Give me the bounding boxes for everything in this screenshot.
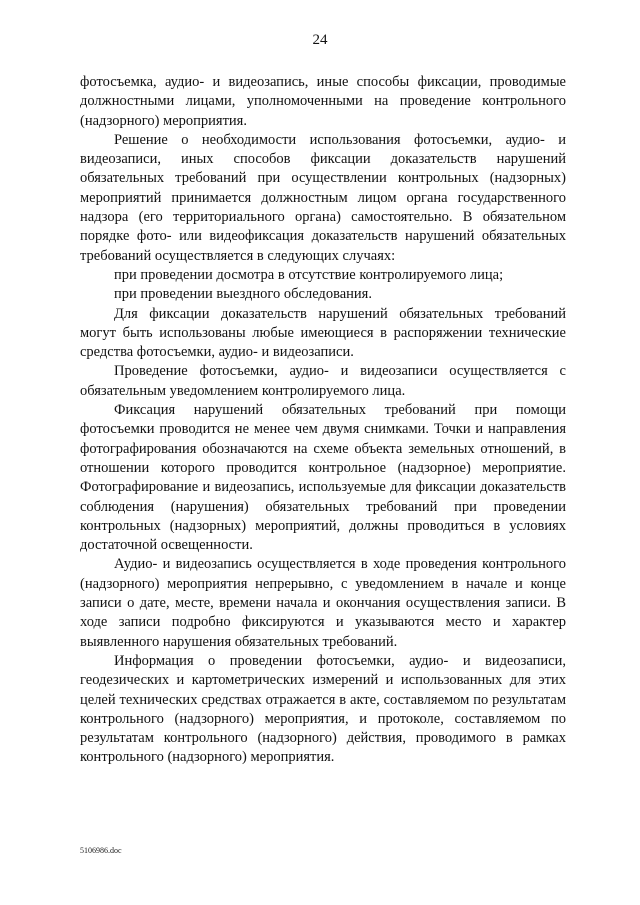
footer-file-name: 5106986.doc xyxy=(80,846,122,855)
paragraph-3: при проведении досмотра в отсутствие контролируемого лица; xyxy=(114,266,504,283)
paragraph-5: Для фиксации доказательств нарушений обязательных требований могут быть использованы любые имеющиеся в распоряжении технические средства фотосъемки, аудио- и видеозаписи. xyxy=(80,305,566,361)
paragraph-2: Решение о необходимости использования фотосъемки, аудио- и видеозаписи, иных способов фиксации доказательств нарушений обязательных требований при осуществлении контрольных (надзорных) мероприятий принимается должностным лицом органа государственного надзора (его территориального органа) самостоятельно. В обязательном порядке фото- или видеофиксация доказательств нарушений обязательных требований осуществляется в следующих случаях: xyxy=(80,131,566,264)
page-number: 24 xyxy=(312,32,328,48)
paragraph-9: Информация о проведении фотосъемки, аудио- и видеозаписи, геодезических и картометрических измерений и использованных для этих целей технических средствах отражается в акте, составляемом по результатам контрольного (надзорного) мероприятия, и протоколе, составляемом по результатам контрольного (надзорного) действия, проводимого в рамках контрольного (надзорного) мероприятия. xyxy=(80,652,566,766)
paragraph-8: Аудио- и видеозапись осуществляется в ходе проведения контрольного (надзорного) мероприятия непрерывно, с уведомлением в начале и конце записи о дате, месте, времени начала и окончания осуществления записи. В ходе записи подробно фиксируются и указываются место и характер выявленного нарушения обязательных требований. xyxy=(80,556,566,650)
document-body xyxy=(80,73,566,768)
paragraph-4: при проведении выездного обследования. xyxy=(114,286,372,303)
paragraph-1: фотосъемка, аудио- и видеозапись, иные способы фиксации, проводимые должностными лицами, уполномоченными на проведение контрольного (надзорного) мероприятия. xyxy=(80,74,566,129)
paragraph-7: Фиксация нарушений обязательных требований при помощи фотосъемки проводится не менее чем двумя снимками. Точки и направления фотографирования обозначаются на схеме объекта земельных отношений, в отношении которого проводится контрольное (надзорное) мероприятие. Фотографирование и видеозапись, используемые для фиксации доказательств соблюдения (нарушения) обязательных требований при проведении контрольных (надзорных) мероприятий, должны проводиться в условиях достаточной освещенности. xyxy=(80,402,566,554)
paragraph-6: Проведение фотосъемки, аудио- и видеозаписи осуществляется с обязательным уведомлением контролируемого лица. xyxy=(80,363,566,399)
